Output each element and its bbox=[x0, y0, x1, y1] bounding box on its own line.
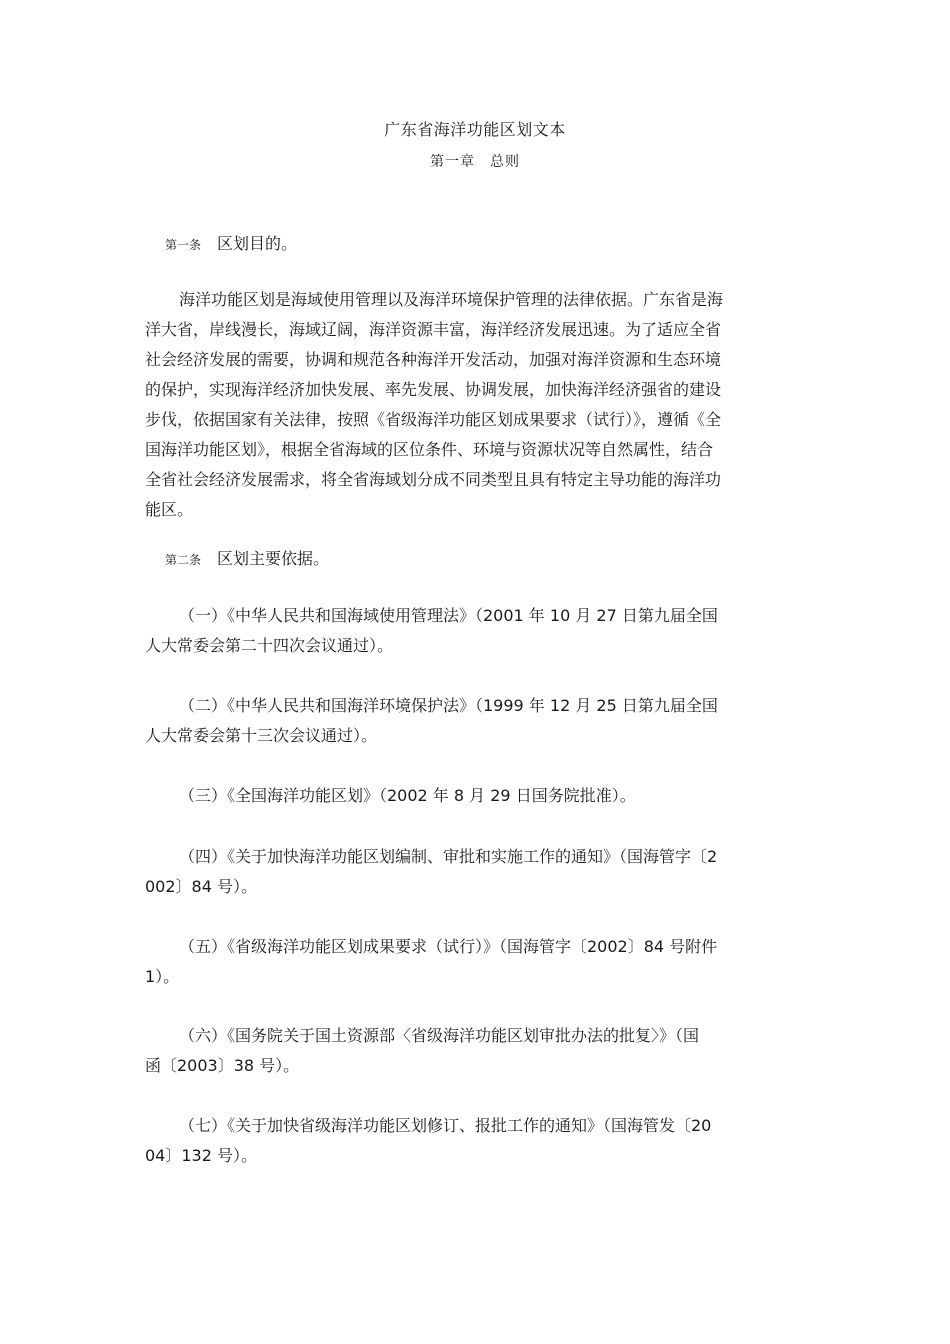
article-1-line: 洋大省，岸线漫长，海域辽阔，海洋资源丰富，海洋经济发展迅速。为了适应全省 bbox=[145, 320, 722, 339]
article-1-line: 海洋功能区划是海域使用管理以及海洋环境保护管理的法律依据。广东省是海 bbox=[179, 290, 724, 309]
article-2-heading bbox=[165, 546, 329, 569]
article-1-line: 的保护，实现海洋经济加快发展、率先发展、协调发展，加快海洋经济强省的建设 bbox=[145, 380, 722, 399]
article-1-line: 能区。 bbox=[145, 500, 194, 519]
article-1-heading bbox=[165, 231, 297, 254]
basis-item-7: （七）《关于加快省级海洋功能区划修订、报批工作的通知》（国海管发〔20 04〕132 号）。 bbox=[145, 1116, 712, 1165]
article-1-title: 区划目的。 bbox=[217, 234, 298, 253]
basis-item-1: （一）《中华人民共和国海域使用管理法》（2001 年 10 月 27 日第九届全国 人大常委会第二十四次会议通过）。 bbox=[145, 606, 718, 655]
article-1-line: 全省社会经济发展需求，将全省海域划分成不同类型且具有特定主导功能的海洋功 bbox=[145, 470, 722, 489]
document-title: 广东省海洋功能区划文本 bbox=[384, 120, 566, 139]
chapter-title: 第一章 总则 bbox=[430, 154, 520, 170]
article-1-line: 国海洋功能区划》，根据全省海域的区位条件、环境与资源状况等自然属性，结合 bbox=[145, 440, 714, 459]
article-2-number: 第二条 bbox=[165, 553, 202, 567]
article-2-title: 区划主要依据。 bbox=[217, 549, 330, 568]
article-1-line: 社会经济发展的需要，协调和规范各种海洋开发活动，加强对海洋资源和生态环境 bbox=[145, 350, 722, 369]
article-1-body bbox=[145, 285, 807, 525]
article-1-number: 第一条 bbox=[165, 238, 202, 252]
article-1-line: 步伐，依据国家有关法律，按照《省级海洋功能区划成果要求（试行）》，遵循《全 bbox=[145, 410, 722, 429]
basis-item-5: （五）《省级海洋功能区划成果要求（试行）》（国海管字〔2002〕84 号附件 1）。 bbox=[145, 937, 718, 986]
basis-item-4: （四）《关于加快海洋功能区划编制、审批和实施工作的通知》（国海管字〔2 002〕84 号）。 bbox=[145, 847, 718, 896]
basis-item-6: （六）《国务院关于国土资源部〈省级海洋功能区划审批办法的批复〉》（国 函〔2003〕38 号）。 bbox=[145, 1026, 700, 1075]
basis-item-2: （二）《中华人民共和国海洋环境保护法》（1999 年 12 月 25 日第九届全国 人大常委会第十三次会议通过）。 bbox=[145, 696, 718, 745]
basis-item-3: （三）《全国海洋功能区划》（2002 年 8 月 29 日国务院批准）。 bbox=[179, 786, 636, 805]
